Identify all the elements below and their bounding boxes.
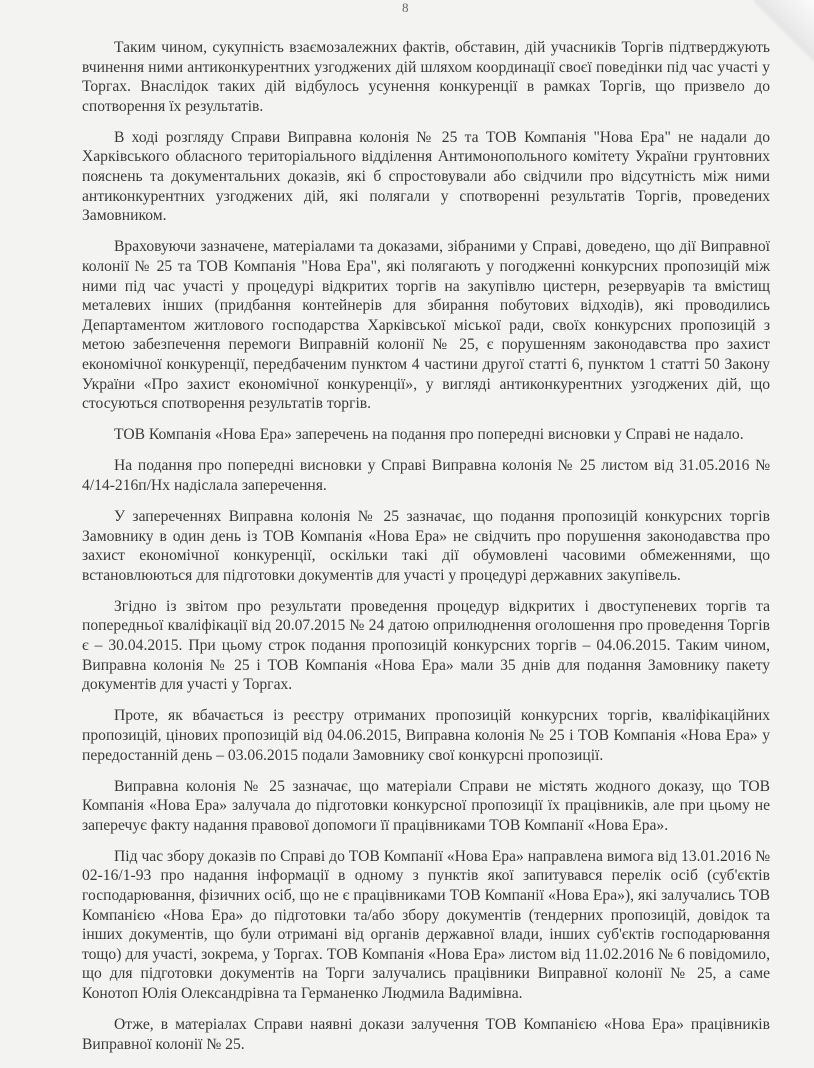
- paragraph-2: В ході розгляду Справи Виправна колонія № 25 та ТОВ Компанія "Нова Ера" не надали до Харківського обласного територіального відділення Антимонопольного комітету України грунтовних пояснень та документальних доказів, які б спростовували або свідчили про відсутність між ними антиконкурентних узгоджених дій, які полягали у спотворенні результатів Торгів, проведених Замовником.: [82, 128, 770, 225]
- paragraph-7: Згідно із звітом про результати проведення процедур відкритих і двоступеневих торгів та попередньої кваліфікації від 20.07.2015 № 24 датою оприлюднення оголошення про проведення Торгів є – 30.04.2015. При цьому строк подання пропозицій конкурсних торгів – 04.06.2015. Таким чином, Виправна колонія № 25 і ТОВ Компанія «Нова Ера» мали 35 днів для подання Замовнику пакету документів для участі у Торгах.: [82, 597, 770, 694]
- paragraph-9: Виправна колонія № 25 зазначає, що матеріали Справи не містять жодного доказу, що ТОВ Компанія «Нова Ера» залучала до підготовки конкурсної пропозиції їх працівників, але при цьому не заперечує факту надання правової допомоги її працівниками ТОВ Компанії «Нова Ера».: [82, 777, 770, 834]
- paragraph-1: Таким чином, сукупність взаємозалежних фактів, обставин, дій учасників Торгів підтверджують вчинення ними антиконкурентних узгоджених дій шляхом координації своєї поведінки під час участі у Торгах. Внаслідок таких дій відбулось усунення конкуренції в рамках Торгів, що призвело до спотворення їх результатів.: [82, 39, 770, 115]
- paragraph-6: У запереченнях Виправна колонія № 25 зазначає, що подання пропозицій конкурсних торгів Замовнику в один день із ТОВ Компанія «Нова Ера» не свідчить про порушення законодавства про захист економічної конкуренції, оскільки такі дії обумовлені часовими обмеженнями, що встановлюються для підготовки документів для участі у процедурі державних закупівель.: [82, 507, 770, 584]
- page-number: 8: [402, 0, 409, 15]
- paragraph-4: ТОВ Компанія «Нова Ера» заперечень на подання про попередні висновки у Справі не надало.: [114, 426, 744, 444]
- paragraph-11: Отже, в матеріалах Справи наявні докази залучення ТОВ Компанією «Нова Ера» працівників Виправної колонії № 25.: [82, 1016, 770, 1053]
- paragraph-5: На подання про попередні висновки у Справі Виправна колонія № 25 листом від 31.05.2016 № 4/14-216п/Нх надіслала заперечення.: [82, 457, 770, 494]
- paragraph-3: Враховуючи зазначене, матеріалами та доказами, зібраними у Справі, доведено, що дії Виправної колонії № 25 та ТОВ Компанія "Нова Ера", які полягають у погодженні конкурсних пропозицій між ними під час участі у процедурі відкритих торгів на закупівлю цистерн, резервуарів та вмістищ металевих інших (придбання контейнерів для збирання побутових відходів), які проводились Департаментом житлового господарства Харківської міської ради, своїх конкурсних пропозицій з метою забезпечення перемоги Виправній колонії № 25, є порушенням законодавства про захист економічної конкуренції, передбаченим пунктом 4 частини другої статті 6, пунктом 1 статті 50 Закону України «Про захист економічної конкуренції», у вигляді антиконкурентних узгоджених дій, що стосуються спотворення результатів торгів.: [82, 238, 770, 413]
- document-body: [82, 38, 770, 1066]
- paragraph-8: Проте, як вбачається із реєстру отриманих пропозицій конкурсних торгів, кваліфікаційних пропозицій, цінових пропозицій від 04.06.2015, Виправна колонія № 25 і ТОВ Компанія «Нова Ера» у передостанній день – 03.06.2015 подали Замовнику свої конкурсні пропозиції.: [82, 707, 770, 764]
- paragraph-10: Під час збору доказів по Справі до ТОВ Компанії «Нова Ера» направлена вимога від 13.01.2016 № 02-16/1-93 про надання інформації в одному з пунктів якої запитувався перелік осіб (суб'єктів господарювання, фізичних осіб, що не є працівниками ТОВ Компанії «Нова Ера»), які залучались ТОВ Компанією «Нова Ера» до підготовки та/або збору документів (тендерних пропозицій, довідок та інших документів, що були отримані від органів державної влади, інших суб'єктів господарювання тощо) для участі, зокрема, у Торгах. ТОВ Компанія «Нова Ера» листом від 11.02.2016 № 6 повідомило, що для підготовки документів на Торги залучались працівники Виправної колонії № 25, а саме Конотоп Юлія Олександрівна та Германенко Людмила Вадимівна.: [82, 847, 770, 1003]
